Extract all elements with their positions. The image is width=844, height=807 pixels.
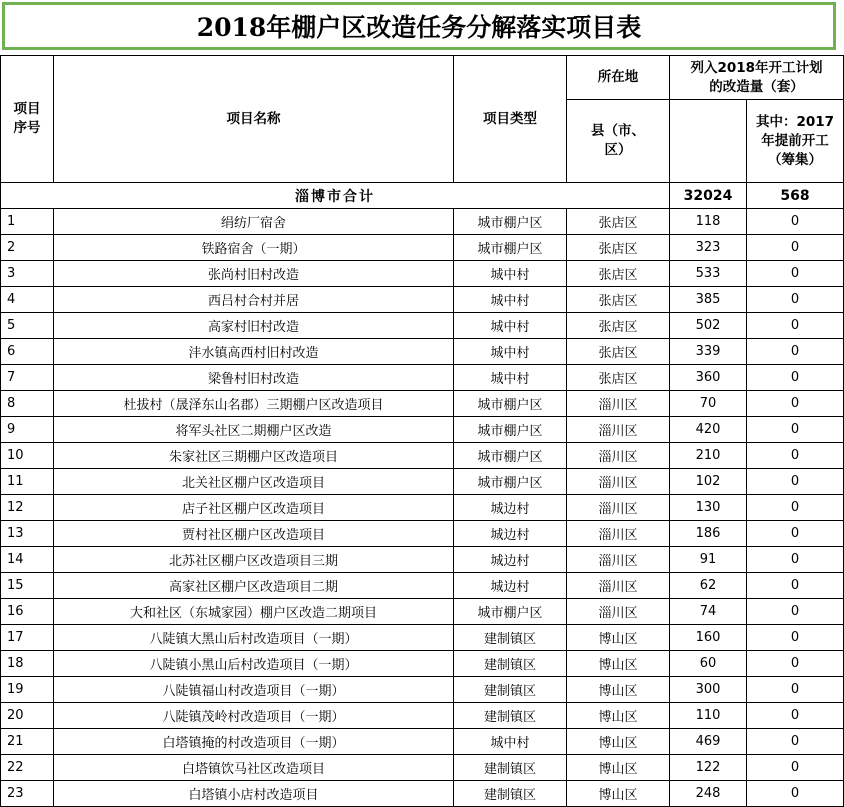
row-type[interactable]: 建制镇区 <box>454 703 567 729</box>
row-plan[interactable]: 385 <box>670 287 747 313</box>
row-plan[interactable]: 74 <box>670 599 747 625</box>
row-early[interactable]: 0 <box>747 625 844 651</box>
table-row <box>1 391 844 417</box>
row-plan[interactable]: 339 <box>670 339 747 365</box>
row-early[interactable]: 0 <box>747 209 844 235</box>
row-name[interactable]: 八陡镇大黑山后村改造项目（一期） <box>54 625 454 651</box>
row-plan[interactable]: 248 <box>670 781 747 807</box>
row-county[interactable]: 淄川区 <box>567 391 670 417</box>
row-plan[interactable]: 323 <box>670 235 747 261</box>
row-type[interactable]: 建制镇区 <box>454 677 567 703</box>
row-type[interactable]: 城中村 <box>454 287 567 313</box>
row-county[interactable]: 淄川区 <box>567 469 670 495</box>
row-seq[interactable]: 13 <box>1 521 54 547</box>
row-seq[interactable]: 17 <box>1 625 54 651</box>
row-name[interactable]: 西吕村合村并居 <box>54 287 454 313</box>
row-county[interactable]: 博山区 <box>567 625 670 651</box>
header-location[interactable]: 所在地 <box>567 56 670 100</box>
row-plan[interactable]: 502 <box>670 313 747 339</box>
project-table <box>0 55 844 807</box>
row-plan[interactable]: 130 <box>670 495 747 521</box>
row-type[interactable]: 城市棚户区 <box>454 469 567 495</box>
row-name[interactable]: 贾村社区棚户区改造项目 <box>54 521 454 547</box>
row-seq[interactable]: 3 <box>1 261 54 287</box>
row-seq[interactable]: 10 <box>1 443 54 469</box>
row-name[interactable]: 北关社区棚户区改造项目 <box>54 469 454 495</box>
row-seq[interactable]: 15 <box>1 573 54 599</box>
row-plan[interactable]: 102 <box>670 469 747 495</box>
row-type[interactable]: 建制镇区 <box>454 781 567 807</box>
row-name[interactable]: 杜拔村（晟泽东山名郡）三期棚户区改造项目 <box>54 391 454 417</box>
row-seq[interactable]: 6 <box>1 339 54 365</box>
row-name[interactable]: 八陡镇小黑山后村改造项目（一期） <box>54 651 454 677</box>
row-plan[interactable]: 533 <box>670 261 747 287</box>
row-name[interactable]: 张尚村旧村改造 <box>54 261 454 287</box>
row-type[interactable]: 城边村 <box>454 573 567 599</box>
header-type[interactable]: 项目类型 <box>454 56 567 183</box>
row-county[interactable]: 淄川区 <box>567 521 670 547</box>
row-county[interactable]: 博山区 <box>567 781 670 807</box>
header-county[interactable]: 县（市、 区） <box>567 100 670 183</box>
table-row <box>1 469 844 495</box>
row-county[interactable]: 张店区 <box>567 287 670 313</box>
row-plan[interactable]: 300 <box>670 677 747 703</box>
row-early[interactable]: 0 <box>747 651 844 677</box>
table-row <box>1 677 844 703</box>
row-name[interactable]: 八陡镇福山村改造项目（一期） <box>54 677 454 703</box>
row-seq[interactable]: 4 <box>1 287 54 313</box>
header-early[interactable]: 其中：2017 年提前开工 （筹集） <box>747 100 844 183</box>
row-county[interactable]: 淄川区 <box>567 547 670 573</box>
row-early[interactable]: 0 <box>747 677 844 703</box>
row-type[interactable]: 建制镇区 <box>454 651 567 677</box>
row-plan[interactable]: 122 <box>670 755 747 781</box>
row-type[interactable]: 城市棚户区 <box>454 417 567 443</box>
table-row <box>1 313 844 339</box>
row-early[interactable]: 0 <box>747 313 844 339</box>
row-type[interactable]: 建制镇区 <box>454 625 567 651</box>
row-seq[interactable]: 2 <box>1 235 54 261</box>
row-county[interactable]: 博山区 <box>567 677 670 703</box>
table-row <box>1 365 844 391</box>
row-plan[interactable]: 186 <box>670 521 747 547</box>
row-plan[interactable]: 210 <box>670 443 747 469</box>
header-name[interactable]: 项目名称 <box>54 56 454 183</box>
table-row <box>1 547 844 573</box>
row-type[interactable]: 城市棚户区 <box>454 599 567 625</box>
row-plan[interactable]: 91 <box>670 547 747 573</box>
table-row <box>1 651 844 677</box>
row-seq[interactable]: 16 <box>1 599 54 625</box>
row-early[interactable]: 0 <box>747 391 844 417</box>
row-seq[interactable]: 12 <box>1 495 54 521</box>
header-plan[interactable]: 列入2018年开工计划 的改造量（套） <box>670 56 844 100</box>
row-early[interactable]: 0 <box>747 729 844 755</box>
row-type[interactable]: 城市棚户区 <box>454 209 567 235</box>
row-county[interactable]: 淄川区 <box>567 495 670 521</box>
header-plan-blank[interactable] <box>670 100 747 183</box>
table-row <box>1 339 844 365</box>
row-name[interactable]: 八陡镇茂岭村改造项目（一期） <box>54 703 454 729</box>
row-seq[interactable]: 22 <box>1 755 54 781</box>
header-seq[interactable]: 项目 序号 <box>1 56 54 183</box>
row-type[interactable]: 城中村 <box>454 313 567 339</box>
row-seq[interactable]: 18 <box>1 651 54 677</box>
row-county[interactable]: 博山区 <box>567 651 670 677</box>
row-seq[interactable]: 5 <box>1 313 54 339</box>
row-type[interactable]: 城市棚户区 <box>454 391 567 417</box>
row-county[interactable]: 淄川区 <box>567 417 670 443</box>
row-seq[interactable]: 1 <box>1 209 54 235</box>
row-type[interactable]: 城中村 <box>454 261 567 287</box>
table-row <box>1 417 844 443</box>
row-early[interactable]: 0 <box>747 365 844 391</box>
row-early[interactable]: 0 <box>747 547 844 573</box>
row-county[interactable]: 博山区 <box>567 729 670 755</box>
row-type[interactable]: 城中村 <box>454 729 567 755</box>
table-row <box>1 625 844 651</box>
row-type[interactable]: 城中村 <box>454 365 567 391</box>
table-row <box>1 235 844 261</box>
row-seq[interactable]: 19 <box>1 677 54 703</box>
row-early[interactable]: 0 <box>747 495 844 521</box>
table-row <box>1 443 844 469</box>
table-row <box>1 781 844 807</box>
row-name[interactable]: 北苏社区棚户区改造项目三期 <box>54 547 454 573</box>
row-early[interactable]: 0 <box>747 599 844 625</box>
row-early[interactable]: 0 <box>747 339 844 365</box>
row-name[interactable]: 沣水镇高西村旧村改造 <box>54 339 454 365</box>
row-seq[interactable]: 8 <box>1 391 54 417</box>
table-row <box>1 599 844 625</box>
row-early[interactable]: 0 <box>747 235 844 261</box>
row-type[interactable]: 城边村 <box>454 521 567 547</box>
row-seq[interactable]: 20 <box>1 703 54 729</box>
row-type[interactable]: 城边村 <box>454 547 567 573</box>
row-type[interactable]: 城边村 <box>454 495 567 521</box>
row-county[interactable]: 张店区 <box>567 313 670 339</box>
total-early[interactable]: 568 <box>747 183 844 209</box>
table-row <box>1 287 844 313</box>
row-name[interactable]: 大和社区（东城家园）棚户区改造二期项目 <box>54 599 454 625</box>
row-seq[interactable]: 23 <box>1 781 54 807</box>
row-seq[interactable]: 7 <box>1 365 54 391</box>
row-early[interactable]: 0 <box>747 287 844 313</box>
row-name[interactable]: 白塔镇小店村改造项目 <box>54 781 454 807</box>
row-type[interactable]: 建制镇区 <box>454 755 567 781</box>
row-early[interactable]: 0 <box>747 469 844 495</box>
table-row <box>1 495 844 521</box>
row-name[interactable]: 白塔镇饮马社区改造项目 <box>54 755 454 781</box>
row-name[interactable]: 朱家社区三期棚户区改造项目 <box>54 443 454 469</box>
row-county[interactable]: 博山区 <box>567 755 670 781</box>
row-county[interactable]: 淄川区 <box>567 573 670 599</box>
row-plan[interactable]: 469 <box>670 729 747 755</box>
row-type[interactable]: 城市棚户区 <box>454 443 567 469</box>
row-county[interactable]: 张店区 <box>567 209 670 235</box>
row-type[interactable]: 城市棚户区 <box>454 235 567 261</box>
table-row <box>1 573 844 599</box>
row-plan[interactable]: 60 <box>670 651 747 677</box>
row-name[interactable]: 高家社区棚户区改造项目二期 <box>54 573 454 599</box>
row-name[interactable]: 店子社区棚户区改造项目 <box>54 495 454 521</box>
row-seq[interactable]: 11 <box>1 469 54 495</box>
row-early[interactable]: 0 <box>747 521 844 547</box>
row-county[interactable]: 张店区 <box>567 261 670 287</box>
total-plan[interactable]: 32024 <box>670 183 747 209</box>
row-name[interactable]: 绢纺厂宿舍 <box>54 209 454 235</box>
row-county[interactable]: 淄川区 <box>567 443 670 469</box>
total-label[interactable]: 淄博市合计 <box>1 183 670 209</box>
row-name[interactable]: 高家村旧村改造 <box>54 313 454 339</box>
row-name[interactable]: 铁路宿舍（一期） <box>54 235 454 261</box>
row-seq[interactable]: 9 <box>1 417 54 443</box>
row-seq[interactable]: 14 <box>1 547 54 573</box>
table-row <box>1 755 844 781</box>
row-seq[interactable]: 21 <box>1 729 54 755</box>
row-plan[interactable]: 62 <box>670 573 747 599</box>
row-plan[interactable]: 70 <box>670 391 747 417</box>
row-plan[interactable]: 420 <box>670 417 747 443</box>
row-plan[interactable]: 360 <box>670 365 747 391</box>
row-early[interactable]: 0 <box>747 755 844 781</box>
row-plan[interactable]: 160 <box>670 625 747 651</box>
row-county[interactable]: 张店区 <box>567 235 670 261</box>
row-type[interactable]: 城中村 <box>454 339 567 365</box>
table-row <box>1 261 844 287</box>
table-row <box>1 209 844 235</box>
row-county[interactable]: 博山区 <box>567 703 670 729</box>
row-early[interactable]: 0 <box>747 417 844 443</box>
table-row <box>1 703 844 729</box>
row-early[interactable]: 0 <box>747 443 844 469</box>
row-county[interactable]: 张店区 <box>567 365 670 391</box>
row-plan[interactable]: 110 <box>670 703 747 729</box>
table-row <box>1 521 844 547</box>
total-row <box>1 183 844 209</box>
row-name[interactable]: 将军头社区二期棚户区改造 <box>54 417 454 443</box>
row-early[interactable]: 0 <box>747 703 844 729</box>
row-county[interactable]: 淄川区 <box>567 599 670 625</box>
row-name[interactable]: 梁鲁村旧村改造 <box>54 365 454 391</box>
row-plan[interactable]: 118 <box>670 209 747 235</box>
row-county[interactable]: 张店区 <box>567 339 670 365</box>
table-row <box>1 729 844 755</box>
row-early[interactable]: 0 <box>747 573 844 599</box>
header-row-1 <box>1 56 844 100</box>
row-early[interactable]: 0 <box>747 781 844 807</box>
row-name[interactable]: 白塔镇掩的村改造项目（一期） <box>54 729 454 755</box>
sheet-title[interactable]: 2018年棚户区改造任务分解落实项目表 <box>2 2 836 50</box>
row-early[interactable]: 0 <box>747 261 844 287</box>
